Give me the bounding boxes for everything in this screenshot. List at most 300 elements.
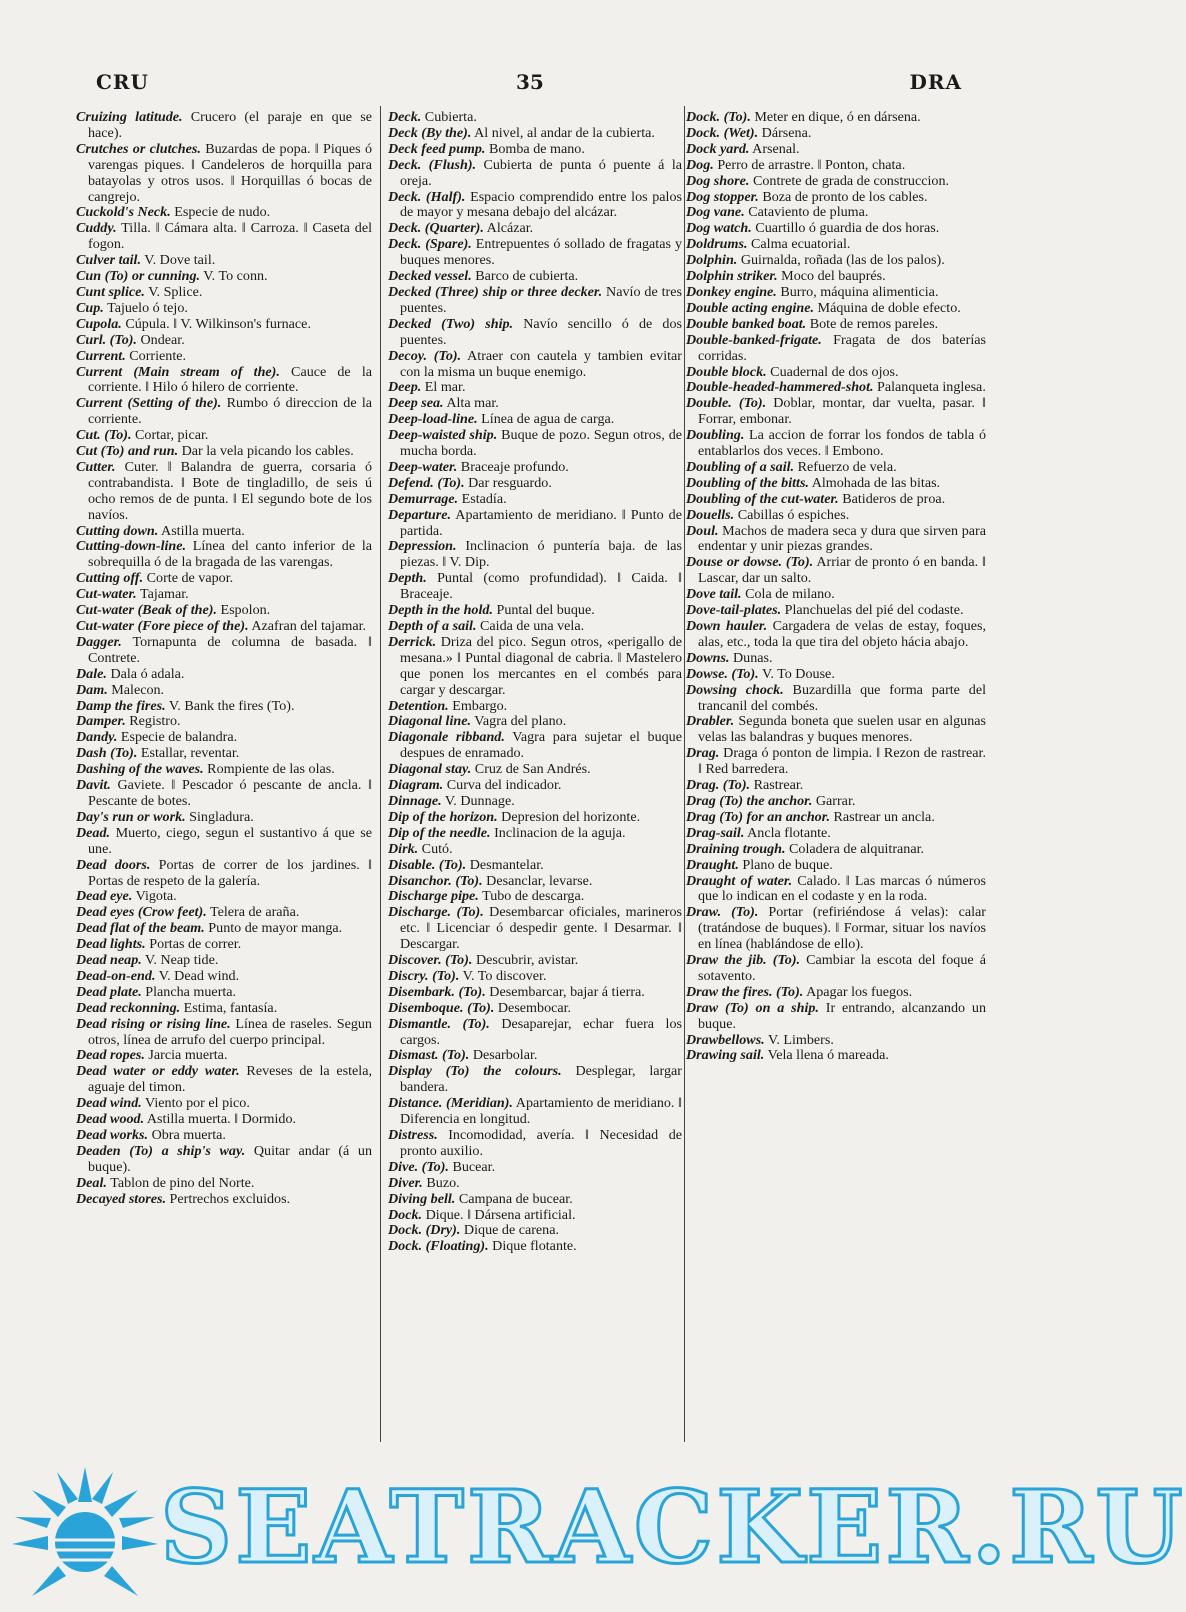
entry-term: Down hauler.	[686, 618, 768, 634]
entry-definition: Ondear.	[136, 331, 185, 348]
entry-term: Drabler.	[686, 713, 735, 730]
entry-definition: Entrepuentes ó sollado de fragatas y buques menores.	[400, 236, 682, 269]
entry-term: Dinnage.	[388, 792, 442, 809]
entry-term: Cup.	[76, 299, 104, 316]
entry-term: Doldrums.	[686, 236, 748, 253]
dictionary-entry	[76, 1144, 372, 1176]
dictionary-entry	[76, 301, 372, 317]
dictionary-entry	[388, 412, 682, 428]
entry-term: Deep-waisted ship.	[388, 427, 498, 444]
entry-term: Depth of a sail.	[388, 618, 477, 634]
dictionary-entry	[76, 285, 372, 301]
dictionary-entry	[76, 205, 372, 221]
dictionary-entry	[76, 683, 372, 699]
dictionary-column-1	[76, 110, 372, 1446]
dictionary-entry	[76, 969, 372, 985]
dictionary-entry	[686, 317, 986, 333]
entry-definition: Tablon de pino del Norte.	[106, 1174, 255, 1191]
entry-term: Decked vessel.	[388, 268, 472, 285]
dictionary-entry	[76, 1192, 372, 1208]
dictionary-entry	[76, 937, 372, 953]
entry-term: Dog.	[686, 156, 714, 173]
dictionary-entry	[76, 1001, 372, 1017]
dictionary-entry	[686, 269, 986, 285]
dictionary-entry	[388, 460, 682, 476]
dictionary-entry	[388, 142, 682, 158]
dictionary-entry	[76, 428, 372, 444]
entry-definition: Rumbo ó direccion de la corriente.	[88, 395, 372, 428]
entry-definition: Cubierta de punta ó puente á la oreja.	[400, 156, 682, 189]
dictionary-entry	[686, 810, 986, 826]
entry-term: Draw. (To).	[686, 904, 759, 921]
entry-definition: Máquina de doble efecto.	[814, 299, 961, 316]
entry-term: Dead flat of the beam.	[76, 920, 205, 937]
entry-definition: Cubierta.	[421, 109, 477, 125]
dictionary-entry	[388, 539, 682, 571]
entry-definition: Astilla muerta.	[158, 522, 245, 539]
entry-definition: Coladera de alquitranar.	[785, 840, 925, 857]
entry-term: Draw the fires. (To).	[686, 983, 804, 1000]
dictionary-entry	[76, 396, 372, 428]
entry-definition: Desanclar, levarse.	[482, 872, 593, 889]
dictionary-entry	[686, 985, 986, 1001]
entry-definition: Machos de madera seca y dura que sirven para endentar y unir piezas grandes.	[698, 522, 986, 555]
entry-term: Deck. (Half).	[388, 188, 466, 205]
entry-term: Dock. (Dry).	[388, 1222, 461, 1239]
entry-definition: Segunda boneta que suelen usar en algunas velas las balandras y buques menores.	[698, 713, 986, 746]
dictionary-entry	[686, 842, 986, 858]
entry-term: Diagonal stay.	[388, 761, 472, 778]
entry-term: Dip of the needle.	[388, 824, 491, 841]
entry-term: Dead eyes (Crow feet).	[76, 904, 207, 921]
entry-definition: Meter en dique, ó en dársena.	[750, 109, 921, 125]
dictionary-entry	[686, 221, 986, 237]
entry-term: Depression.	[388, 538, 457, 555]
entry-term: Drag. (To).	[686, 777, 751, 794]
dictionary-entry	[686, 508, 986, 524]
entry-term: Cutting off.	[76, 570, 144, 587]
dictionary-entry	[388, 221, 682, 237]
dictionary-entry	[388, 508, 682, 540]
dictionary-entry	[76, 349, 372, 365]
entry-term: Deck. (Flush).	[388, 156, 477, 173]
entry-definition: Tilla. ‖ Cámara alta. ‖ Carroza. ‖ Caseta del fogon.	[88, 220, 372, 253]
entry-term: Doubling of the bitts.	[686, 474, 809, 491]
entry-term: Cutting-down-line.	[76, 538, 187, 555]
dictionary-entry	[76, 1096, 372, 1112]
entry-term: Cunt splice.	[76, 283, 145, 300]
entry-term: Discharge. (To).	[388, 904, 484, 921]
entry-term: Cut. (To).	[76, 427, 132, 444]
entry-definition: Burro, máquina alimenticia.	[776, 283, 939, 300]
dictionary-entry	[686, 619, 986, 651]
entry-term: Diving bell.	[388, 1190, 456, 1207]
entry-term: Dip of the horizon.	[388, 808, 498, 825]
dictionary-entry	[388, 1064, 682, 1096]
entry-definition: Dala ó adala.	[106, 665, 185, 682]
dictionary-entry	[76, 460, 372, 524]
dictionary-entry	[388, 969, 682, 985]
entry-term: Dead ropes.	[76, 1047, 145, 1064]
entry-term: Dock. (Floating).	[388, 1238, 489, 1255]
dictionary-entry	[76, 619, 372, 635]
entry-definition: V. Dead wind.	[155, 967, 240, 984]
entry-definition: Desembocar.	[494, 999, 572, 1016]
entry-term: Diagonale ribband.	[388, 729, 505, 746]
entry-term: Diagonal line.	[388, 713, 472, 730]
dictionary-entry	[686, 126, 986, 142]
entry-definition: Especie de nudo.	[170, 204, 271, 221]
entry-definition: Cambiar la escota del foque á sotavento.	[698, 952, 986, 984]
entry-definition: Portar (refiriéndose á velas): calar (tratándose de buques). ‖ Formar, situar los navíos en línea (hablándose de ello).	[698, 904, 987, 953]
entry-term: Disemboque. (To).	[388, 999, 495, 1016]
entry-term: Double block.	[686, 363, 767, 380]
entry-definition: V. Dove tail.	[141, 252, 216, 269]
dictionary-entry	[76, 317, 372, 333]
entry-term: Doubling.	[686, 427, 745, 444]
dictionary-entry	[388, 1176, 682, 1192]
entry-term: Donkey engine.	[686, 283, 777, 300]
dictionary-entry	[388, 905, 682, 953]
entry-definition: Registro.	[125, 713, 181, 730]
dictionary-entry	[76, 444, 372, 460]
entry-term: Cuddy.	[76, 220, 117, 237]
entry-definition: Alcázar.	[483, 220, 534, 237]
entry-definition: Dar resguardo.	[464, 474, 552, 491]
entry-definition: Draga ó ponton de limpia. ‖ Rezon de rastrear. ‖ Red barredera.	[698, 745, 986, 778]
entry-definition: V. Limbers.	[764, 1031, 834, 1048]
dictionary-entry	[76, 985, 372, 1001]
dictionary-entry	[76, 1048, 372, 1064]
entry-term: Cun (To) or cunning.	[76, 268, 201, 285]
dictionary-entry	[76, 1017, 372, 1049]
dictionary-entry	[686, 301, 986, 317]
entry-definition: Campana de bucear.	[455, 1190, 573, 1207]
dictionary-entry	[686, 858, 986, 874]
entry-term: Distance. (Meridian).	[388, 1095, 513, 1112]
entry-term: Dead neap.	[76, 952, 142, 969]
entry-definition: Rompiente de las olas.	[203, 761, 335, 778]
dictionary-column-2	[388, 110, 682, 1446]
entry-definition: Astilla muerta. ‖ Dormido.	[144, 1111, 297, 1128]
entry-definition: Plano de buque.	[738, 856, 833, 873]
entry-term: Discharge pipe.	[388, 888, 479, 905]
entry-definition: Buzardas de popa. ‖ Piques ó varengas piques. ‖ Candeleros de horquilla para batayolas y otros usos. ‖ Horquillas ó bocas de cangrejo.	[88, 140, 372, 205]
entry-definition: Incomodidad, avería. ‖ Necesidad de pronto auxilio.	[400, 1127, 682, 1159]
entry-term: Dolphin striker.	[686, 268, 778, 285]
dictionary-entry	[388, 317, 682, 349]
dictionary-entry	[76, 1176, 372, 1192]
dictionary-entry	[388, 778, 682, 794]
dictionary-entry	[76, 762, 372, 778]
dictionary-entry	[76, 269, 372, 285]
entry-term: Current (Main stream of the).	[76, 363, 280, 380]
entry-definition: Tajuelo ó tejo.	[103, 299, 188, 316]
dictionary-entry	[76, 810, 372, 826]
dictionary-entry	[388, 396, 682, 412]
entry-definition: Barco de cubierta.	[471, 268, 579, 285]
entry-definition: Bucear.	[448, 1158, 496, 1175]
entry-term: Cutting down.	[76, 522, 159, 539]
dictionary-entry	[76, 858, 372, 890]
dictionary-entry	[686, 158, 986, 174]
entry-definition: Línea de agua de carga.	[477, 411, 615, 428]
entry-term: Dock yard.	[686, 140, 750, 157]
dictionary-entry	[388, 858, 682, 874]
entry-term: Davit.	[76, 777, 111, 794]
entry-definition: Línea de raseles. Segun otros, línea de arrufo del cuerpo principal.	[88, 1015, 372, 1048]
dictionary-entry	[686, 396, 986, 428]
entry-term: Cut (To) and run.	[76, 443, 179, 460]
dictionary-entry	[76, 253, 372, 269]
entry-term: Day's run or work.	[76, 808, 186, 825]
entry-definition: Perro de arrastre. ‖ Ponton, chata.	[713, 156, 906, 173]
page-number: 35	[516, 70, 544, 94]
entry-definition: Cuartillo ó guardia de dos horas.	[751, 220, 940, 237]
entry-definition: Especie de balandra.	[117, 729, 238, 746]
entry-term: Dog watch.	[686, 220, 752, 237]
sun-logo-icon	[10, 1462, 160, 1612]
dictionary-entry	[686, 190, 986, 206]
entry-term: Draught.	[686, 856, 739, 873]
entry-term: Dead wood.	[76, 1111, 145, 1128]
dictionary-entry	[76, 921, 372, 937]
entry-term: Cut-water (Beak of the).	[76, 602, 217, 619]
entry-term: Cupola.	[76, 315, 122, 332]
entry-definition: Inclinacion de la aguja.	[490, 824, 626, 841]
entry-term: Departure.	[388, 506, 452, 523]
entry-term: Deck. (Spare).	[388, 236, 472, 253]
column-divider-1	[380, 106, 381, 1442]
dictionary-entry	[76, 333, 372, 349]
dictionary-entry	[686, 476, 986, 492]
entry-term: Drag (To) for an anchor.	[686, 808, 830, 825]
entry-definition: Crucero (el paraje en que se hace).	[88, 109, 372, 141]
entry-definition: Cola de milano.	[741, 586, 835, 603]
entry-definition: Gaviete. ‖ Pescador ó pescante de ancla. ‖ Pescante de botes.	[88, 777, 372, 809]
entry-term: Dead water or eddy water.	[76, 1063, 240, 1080]
dictionary-entry	[388, 237, 682, 269]
dictionary-entry	[388, 476, 682, 492]
entry-definition: V. Splice.	[144, 283, 203, 300]
entry-term: Deck feed pump.	[388, 140, 486, 157]
dictionary-entry	[686, 1033, 986, 1049]
dictionary-entry	[76, 667, 372, 683]
entry-term: Distress.	[388, 1127, 438, 1143]
dictionary-entry	[686, 746, 986, 778]
dictionary-entry	[686, 1048, 986, 1064]
entry-definition: Obra muerta.	[148, 1127, 226, 1143]
entry-term: Decked (Two) ship.	[388, 315, 514, 332]
entry-term: Diagram.	[388, 777, 444, 794]
dictionary-entry	[686, 794, 986, 810]
entry-definition: Navío sencillo ó de dos puentes.	[400, 315, 682, 348]
entry-term: Draw the jib. (To).	[686, 952, 801, 969]
dictionary-entry	[76, 635, 372, 667]
entry-definition: Planchuelas del pié del codaste.	[781, 602, 964, 619]
dictionary-entry	[686, 587, 986, 603]
entry-definition: Tubo de descarga.	[478, 888, 585, 905]
entry-definition: Línea del canto inferior de la sobrequilla ó de la bragada de las varengas.	[88, 538, 372, 571]
dictionary-entry	[76, 365, 372, 397]
entry-definition: Estallar, reventar.	[137, 745, 240, 762]
entry-definition: Corte de vapor.	[143, 570, 234, 587]
dictionary-entry	[686, 905, 986, 953]
dictionary-entry	[686, 142, 986, 158]
entry-definition: Desplegar, largar bandera.	[400, 1063, 682, 1096]
entry-term: Double-headed-hammered-shot.	[686, 379, 874, 396]
dictionary-entry	[388, 190, 682, 222]
entry-term: Cutter.	[76, 458, 116, 475]
entry-definition: Cataviento de pluma.	[744, 204, 869, 221]
entry-definition: Desembarcar, bajar á tierra.	[485, 983, 645, 1000]
entry-definition: V. Neap tide.	[141, 952, 219, 969]
entry-definition: V. To Douse.	[758, 665, 835, 682]
dictionary-entry	[686, 237, 986, 253]
entry-term: Dolphin.	[686, 252, 738, 269]
dictionary-entry	[388, 603, 682, 619]
entry-definition: Calado. ‖ Las marcas ó números que lo indican en el codaste y en la roda.	[698, 872, 986, 905]
dictionary-entry	[388, 619, 682, 635]
dictionary-entry	[686, 285, 986, 301]
entry-definition: Dique. ‖ Dársena artificial.	[422, 1206, 576, 1223]
dictionary-entry	[388, 635, 682, 699]
entry-term: Dead wind.	[76, 1095, 142, 1112]
dictionary-entry	[388, 985, 682, 1001]
entry-term: Downs.	[686, 649, 730, 666]
entry-term: Dock. (To).	[686, 109, 751, 125]
entry-definition: Contrete de grada de construccion.	[749, 172, 950, 189]
entry-definition: Malecon.	[107, 681, 165, 698]
dictionary-entry	[76, 539, 372, 571]
entry-definition: Estadía.	[458, 490, 507, 507]
entry-definition: Vagra del plano.	[471, 713, 567, 730]
dictionary-entry	[388, 1160, 682, 1176]
entry-term: Dismantle. (To).	[388, 1015, 490, 1032]
entry-definition: Driza del pico. Segun otros, «perigallo de mesana.» ‖ Puntal diagonal de cabria. ‖ Mastelero que ponen los mercantes en el combés para cargar y descargar.	[400, 633, 682, 698]
entry-definition: Dar la vela picando los cables.	[178, 443, 354, 460]
entry-term: Cuckold's Neck.	[76, 204, 171, 221]
entry-definition: Vela llena ó mareada.	[764, 1047, 889, 1064]
entry-term: Cut-water (Fore piece of the).	[76, 618, 249, 634]
dictionary-entry	[76, 1112, 372, 1128]
entry-definition: Al nivel, al andar de la cubierta.	[471, 124, 655, 141]
entry-definition: Dunas.	[729, 649, 773, 666]
entry-term: Drawbellows.	[686, 1031, 765, 1048]
entry-term: Curl. (To).	[76, 331, 137, 348]
header-right-guide-word: DRA	[909, 70, 962, 94]
entry-term: Deal.	[76, 1174, 107, 1191]
entry-term: Cut-water.	[76, 586, 137, 603]
entry-term: Dowse. (To).	[686, 665, 759, 682]
dictionary-entry	[76, 778, 372, 810]
entry-definition: Cabillas ó espiches.	[734, 506, 850, 523]
entry-definition: Cuter. ‖ Balandra de guerra, corsaria ó contrabandista. ‖ Bote de tingladillo, de seis ú ocho remos de de punta. ‖ El segundo bote de los navíos.	[88, 458, 372, 523]
entry-definition: Corriente.	[125, 347, 187, 364]
entry-definition: Cúpula. ‖ V. Wilkinson's furnace.	[121, 315, 311, 332]
entry-definition: Atraer con cautela y tambien evitar con la misma un buque enemigo.	[400, 347, 682, 380]
dictionary-entry	[388, 1208, 682, 1224]
entry-definition: Plancha muerta.	[141, 983, 237, 1000]
entry-definition: Portas de correr.	[145, 936, 242, 953]
entry-definition: Arsenal.	[749, 140, 800, 157]
dictionary-entry	[686, 492, 986, 508]
entry-definition: Cauce de la corriente. ‖ Hilo ó hilero de corriente.	[88, 363, 372, 396]
dictionary-entry	[686, 253, 986, 269]
entry-term: Detention.	[388, 697, 449, 714]
dictionary-entry	[76, 1064, 372, 1096]
entry-definition: Braceaje profundo.	[457, 458, 569, 475]
entry-term: Drawing sail.	[686, 1047, 765, 1064]
dictionary-entry	[686, 460, 986, 476]
dictionary-entry	[686, 826, 986, 842]
entry-definition: Dique flotante.	[488, 1238, 577, 1255]
entry-term: Dead reckonning.	[76, 999, 181, 1016]
dictionary-entry	[686, 651, 986, 667]
dictionary-entry	[686, 555, 986, 587]
dictionary-entry	[388, 1128, 682, 1160]
entry-term: Dead.	[76, 824, 111, 841]
dictionary-entry	[388, 889, 682, 905]
entry-term: Dirk.	[388, 840, 419, 857]
entry-definition: Palanqueta inglesa.	[873, 379, 986, 396]
entry-term: Depth.	[388, 570, 427, 587]
entry-term: Double banked boat.	[686, 315, 807, 332]
dictionary-entry	[388, 794, 682, 810]
entry-definition: Bote de remos pareles.	[806, 315, 939, 332]
entry-term: Diver.	[388, 1174, 423, 1191]
entry-term: Display (To) the colours.	[388, 1063, 562, 1080]
entry-definition: Navío de tres puentes.	[400, 283, 682, 316]
entry-term: Demurrage.	[388, 490, 459, 507]
entry-term: Deck. (Quarter).	[388, 220, 484, 237]
entry-definition: Cargadera de velas de estay, foques, alas, etc., toda la que tira del objeto hácia abajo.	[698, 618, 986, 650]
dictionary-entry	[76, 110, 372, 142]
entry-definition: Ir entrando, alcanzando un buque.	[698, 999, 986, 1032]
entry-definition: Cruz de San Andrés.	[471, 761, 591, 778]
entry-definition: Inclinacion ó puntería baja. de las piezas. ‖ V. Dip.	[400, 538, 682, 571]
entry-definition: Telera de araña.	[206, 904, 300, 921]
entry-definition: Apagar los fuegos.	[803, 983, 913, 1000]
dictionary-entry	[388, 842, 682, 858]
dictionary-entry	[686, 365, 986, 381]
entry-term: Doubling of a sail.	[686, 458, 795, 475]
dictionary-entry	[686, 714, 986, 746]
entry-definition: Rastrear un ancla.	[829, 808, 935, 825]
dictionary-entry	[388, 269, 682, 285]
entry-term: Damper.	[76, 713, 126, 730]
entry-definition: Batideros de proa.	[838, 490, 946, 507]
entry-term: Dash (To).	[76, 745, 138, 762]
entry-term: Dam.	[76, 681, 108, 698]
entry-definition: Cuadernal de dos ojos.	[766, 363, 899, 380]
entry-term: Defend. (To).	[388, 474, 465, 491]
entry-term: Current (Setting of the).	[76, 395, 222, 412]
dictionary-entry	[388, 699, 682, 715]
dictionary-entry	[686, 953, 986, 985]
header-left-guide-word: CRU	[96, 70, 149, 94]
entry-term: Dead lights.	[76, 936, 146, 953]
entry-term: Deck (By the).	[388, 124, 472, 141]
dictionary-entry	[76, 221, 372, 253]
entry-definition: Calma ecuatorial.	[747, 236, 851, 253]
entry-definition: Cutó.	[418, 840, 453, 857]
entry-definition: Vigota.	[132, 888, 177, 905]
entry-definition: El mar.	[421, 379, 466, 396]
entry-definition: Desarbolar.	[469, 1047, 538, 1064]
entry-term: Dead plate.	[76, 983, 142, 1000]
dictionary-entry	[388, 492, 682, 508]
